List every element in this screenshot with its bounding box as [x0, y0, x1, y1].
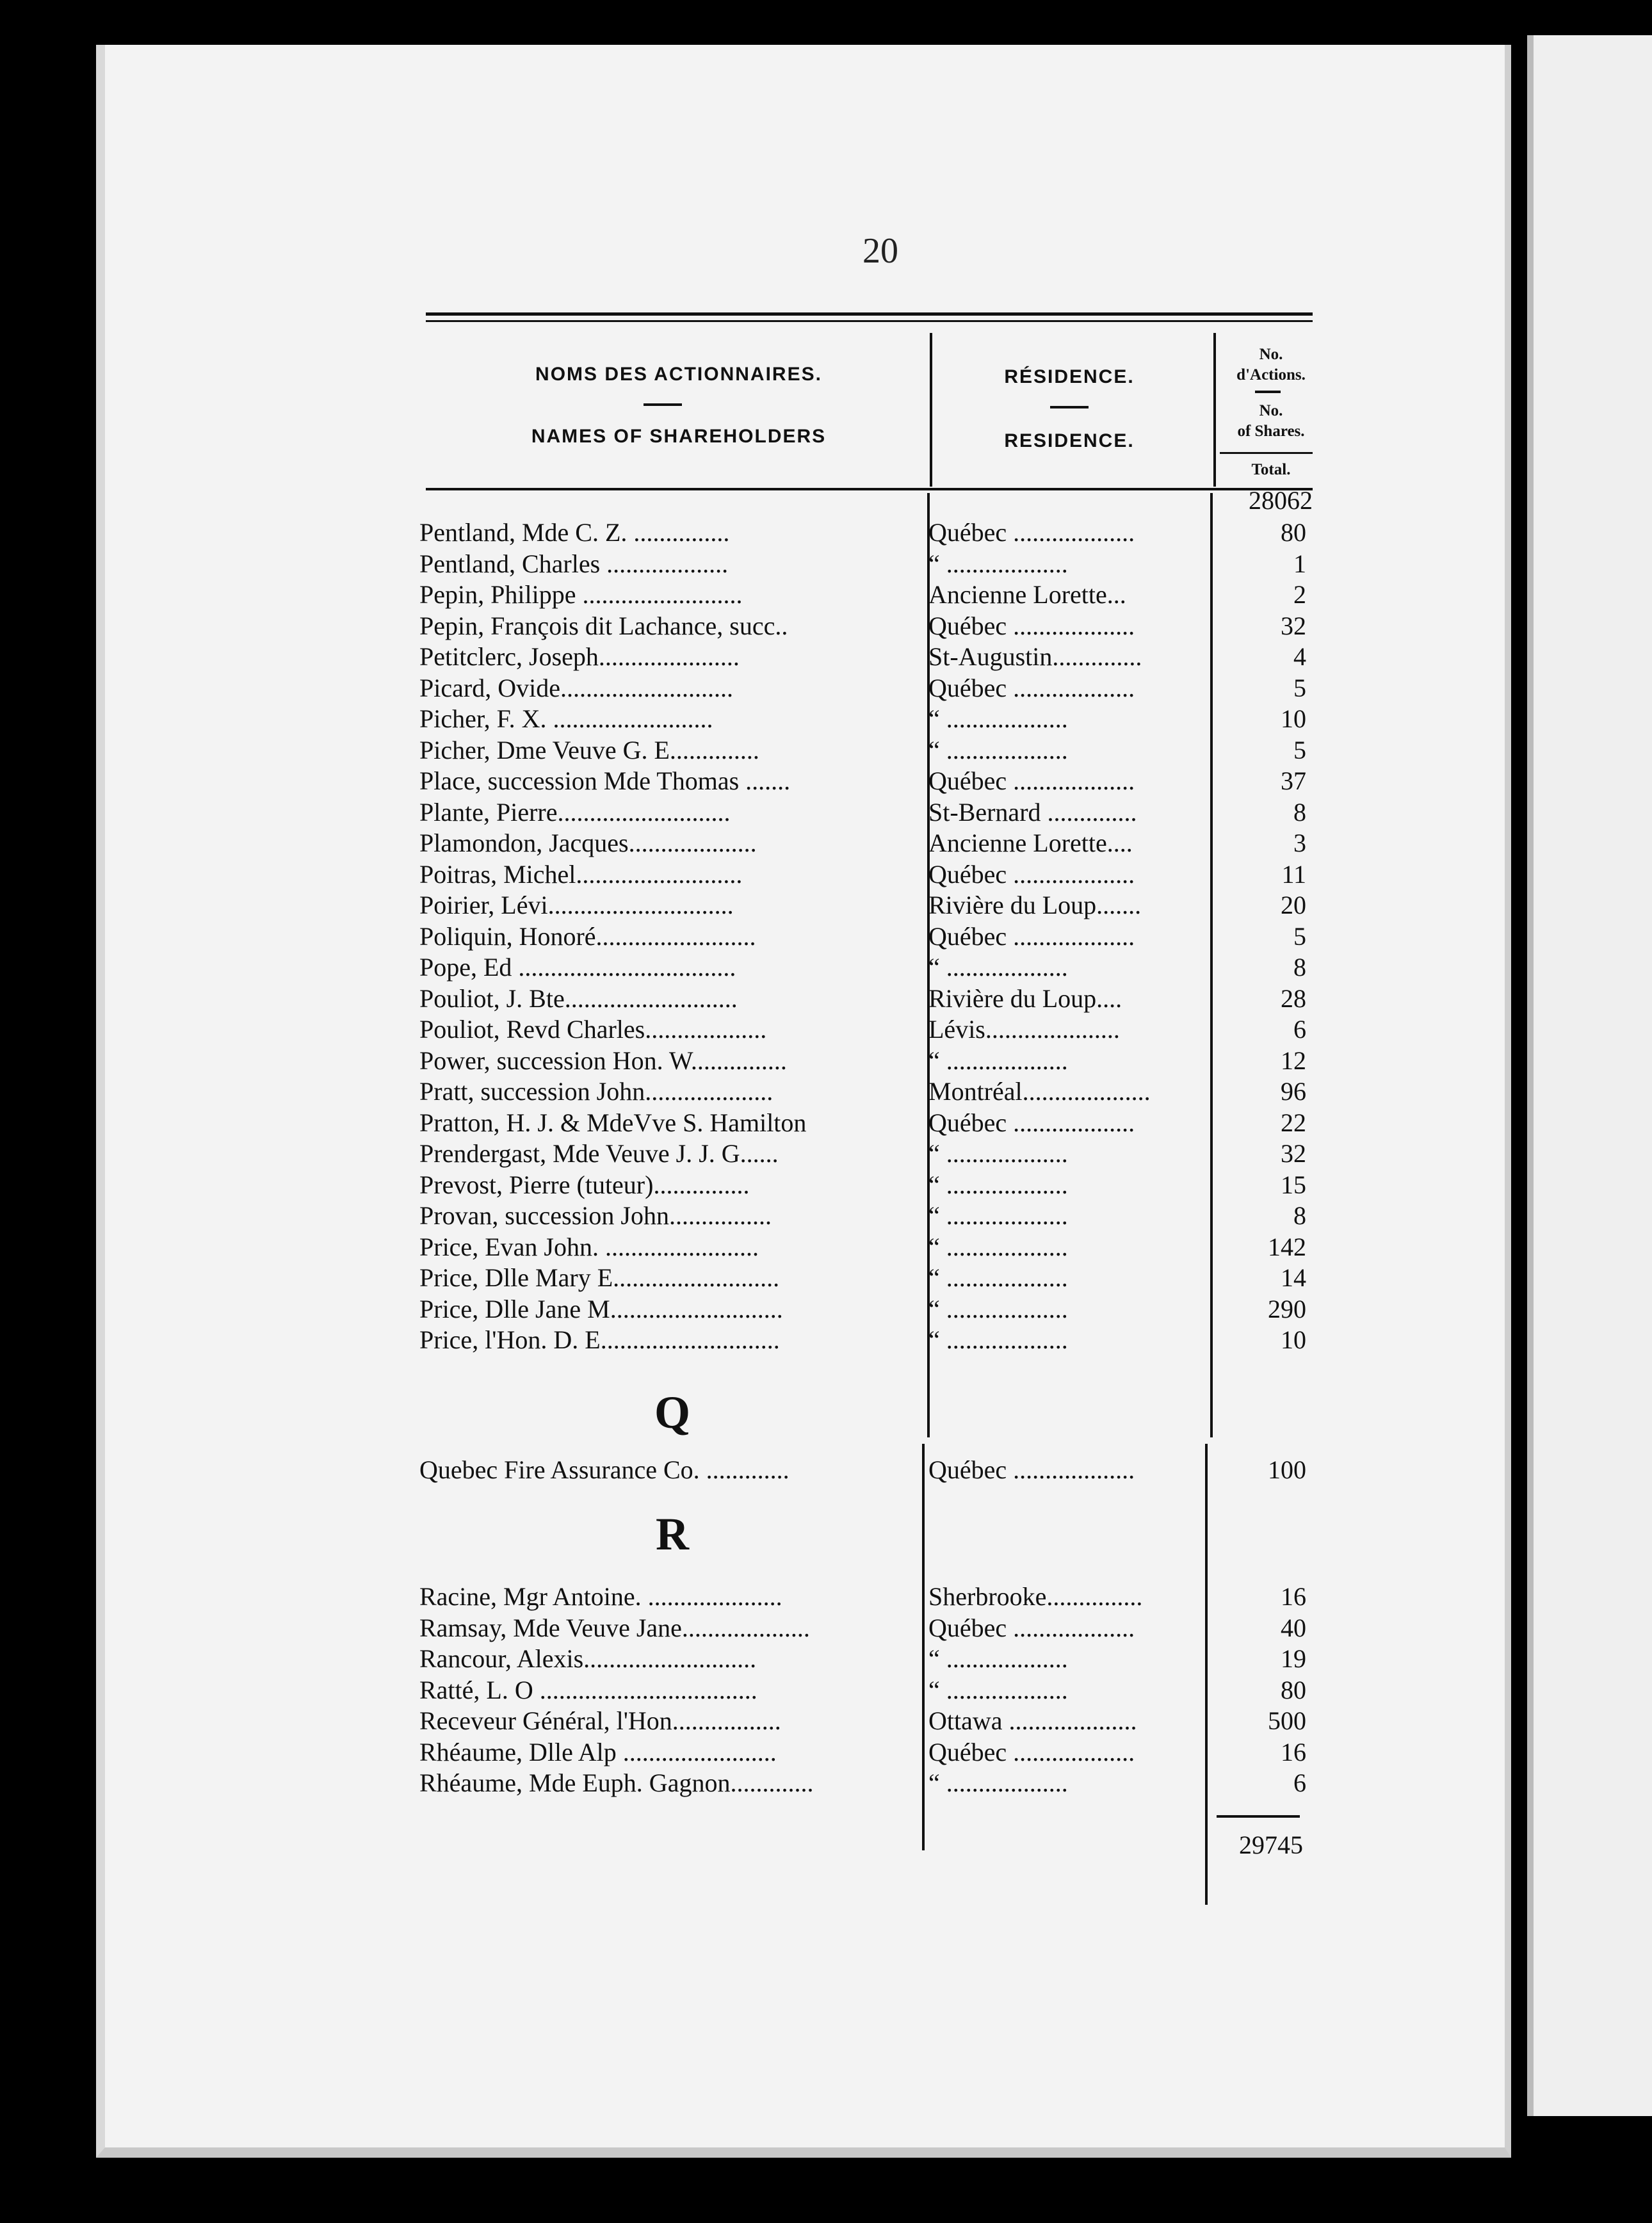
residence: Québec ................... [928, 1455, 1135, 1484]
share-count: 19 [1281, 1644, 1306, 1673]
table-row [0, 828, 1652, 859]
shareholder-name: Poliquin, Honoré......................... [419, 921, 756, 951]
table-row [0, 1232, 1652, 1263]
shareholder-name: Rancour, Alexis........................... [419, 1644, 757, 1673]
shareholder-name: Price, Dlle Mary E.......................... [419, 1263, 780, 1292]
share-count: 14 [1281, 1263, 1306, 1292]
share-count: 32 [1281, 1139, 1306, 1168]
table-row [0, 766, 1652, 796]
share-count: 8 [1293, 1201, 1306, 1230]
residence: Ancienne Lorette.... [928, 829, 1133, 857]
shareholder-name: Price, Dlle Jane M........................... [419, 1294, 783, 1323]
table-row [0, 517, 1652, 548]
table-row [0, 1046, 1652, 1076]
page-number: 20 [862, 231, 898, 271]
table-row [0, 1706, 1652, 1736]
shareholder-name: Rhéaume, Mde Euph. Gagnon............. [419, 1768, 814, 1797]
shareholder-name: Pratt, succession John.................... [419, 1077, 773, 1106]
table-row [0, 611, 1652, 642]
header-dash [1050, 406, 1089, 408]
share-count: 1 [1293, 549, 1306, 578]
residence: “ ................... [928, 1768, 1068, 1797]
share-count: 40 [1281, 1613, 1306, 1642]
shareholder-name: Poitras, Michel.......................... [419, 859, 743, 889]
table-row [0, 1675, 1652, 1706]
share-count: 142 [1268, 1232, 1306, 1261]
table-row [0, 1014, 1652, 1045]
share-count: 100 [1268, 1455, 1306, 1484]
header-names-en: NAMES OF SHAREHOLDERS [531, 426, 827, 447]
header-names-fr: NOMS DES ACTIONNAIRES. [535, 364, 822, 385]
table-row [0, 921, 1652, 952]
top-rule-thin [426, 320, 1313, 322]
shareholder-name: Price, Evan John. ........................ [419, 1232, 759, 1261]
residence: “ ................... [928, 1046, 1068, 1075]
residence: Rivière du Loup....... [928, 891, 1142, 919]
header-shares-fr-1: No. [1259, 346, 1283, 363]
table-row [0, 735, 1652, 766]
header-shares-fr-2: d'Actions. [1236, 366, 1306, 384]
header-total-rule [1220, 452, 1313, 454]
header-dash [644, 403, 682, 406]
shareholder-name: Rhéaume, Dlle Alp ........................ [419, 1737, 777, 1766]
residence: “ ................... [928, 1232, 1068, 1261]
share-count: 6 [1293, 1768, 1306, 1797]
residence: “ ................... [928, 1325, 1068, 1354]
table-row [0, 1263, 1652, 1293]
residence: Québec ................... [928, 1613, 1135, 1642]
shareholder-name: Ramsay, Mde Veuve Jane.................... [419, 1613, 810, 1642]
table-row [0, 673, 1652, 704]
table-row [0, 983, 1652, 1014]
header-shares-en-1: No. [1259, 402, 1283, 419]
residence: “ ................... [928, 953, 1068, 982]
shareholder-name: Place, succession Mde Thomas ....... [419, 766, 791, 795]
share-count: 4 [1293, 642, 1306, 671]
residence: “ ................... [928, 1294, 1068, 1323]
table-row [0, 1076, 1652, 1107]
share-count: 10 [1281, 704, 1306, 733]
table-row [0, 859, 1652, 890]
header-bottom-rule [426, 488, 1313, 490]
shareholder-name: Receveur Général, l'Hon................. [419, 1706, 781, 1735]
section-letter-q: Q [654, 1387, 690, 1438]
residence: Rivière du Loup.... [928, 983, 1122, 1013]
table-row [0, 1325, 1652, 1355]
section-letter-r: R [656, 1508, 689, 1560]
share-count: 12 [1281, 1046, 1306, 1075]
table-row [0, 890, 1652, 921]
residence: Québec ................... [928, 611, 1135, 640]
table-row [0, 1768, 1652, 1799]
share-count: 290 [1268, 1294, 1306, 1323]
residence: “ ................... [928, 1644, 1068, 1673]
residence: “ ................... [928, 1139, 1068, 1168]
shareholder-name: Racine, Mgr Antoine. ..................... [419, 1582, 782, 1611]
shareholder-name: Poirier, Lévi............................. [419, 891, 734, 919]
residence: “ ................... [928, 1170, 1068, 1199]
share-count: 5 [1293, 921, 1306, 951]
residence: Ancienne Lorette... [928, 580, 1126, 609]
shareholder-name: Pratton, H. J. & MdeVve S. Hamilton [419, 1108, 807, 1137]
shareholder-name: Pepin, Philippe ......................... [419, 580, 743, 609]
header-divider-2 [1213, 333, 1216, 487]
table-row [0, 1581, 1652, 1612]
share-count: 6 [1293, 1015, 1306, 1044]
shareholder-name: Plamondon, Jacques.................... [419, 829, 757, 857]
header-divider-1 [930, 333, 932, 487]
header-residence-en: RESIDENCE. [1004, 430, 1135, 451]
table-row [0, 642, 1652, 672]
header-residence-fr: RÉSIDENCE. [1004, 366, 1135, 387]
share-count: 16 [1281, 1737, 1306, 1766]
table-row [0, 1294, 1652, 1325]
residence: Sherbrooke............... [928, 1582, 1143, 1611]
shareholder-name: Picard, Ovide........................... [419, 673, 733, 702]
residence: Québec ................... [928, 518, 1135, 547]
share-count: 5 [1293, 673, 1306, 702]
header-total: Total. [1251, 461, 1291, 478]
residence: Québec ................... [928, 859, 1135, 889]
shareholder-name: Pentland, Mde C. Z. ............... [419, 518, 730, 547]
share-count: 96 [1281, 1077, 1306, 1106]
shareholder-name: Plante, Pierre........................... [419, 797, 731, 827]
residence: Québec ................... [928, 1737, 1135, 1766]
share-count: 10 [1281, 1325, 1306, 1354]
share-count: 5 [1293, 735, 1306, 764]
shareholder-name: Power, succession Hon. W............... [419, 1046, 787, 1075]
residence: Québec ................... [928, 673, 1135, 702]
residence: “ ................... [928, 1263, 1068, 1292]
table-row [0, 797, 1652, 828]
header-shares-en-2: of Shares. [1237, 423, 1305, 440]
shareholder-name: Ratté, L. O .................................. [419, 1675, 757, 1704]
shareholder-name: Prevost, Pierre (tuteur)............... [419, 1170, 750, 1199]
table-row [0, 1737, 1652, 1768]
share-count: 8 [1293, 953, 1306, 982]
shareholder-name: Prendergast, Mde Veuve J. J. G...... [419, 1139, 779, 1168]
share-count: 28 [1281, 983, 1306, 1013]
residence: Montréal.................... [928, 1077, 1151, 1106]
residence: Québec ................... [928, 1108, 1135, 1137]
shareholder-name: Quebec Fire Assurance Co. ............. [419, 1455, 790, 1484]
share-count: 80 [1281, 518, 1306, 547]
share-count: 500 [1268, 1706, 1306, 1735]
table-row [0, 1138, 1652, 1169]
residence: St-Augustin.............. [928, 642, 1142, 671]
residence: Lévis..................... [928, 1015, 1120, 1044]
shareholder-name: Pentland, Charles ................... [419, 549, 729, 578]
shareholder-name: Pouliot, J. Bte........................... [419, 983, 738, 1013]
shareholder-name: Price, l'Hon. D. E............................ [419, 1325, 780, 1354]
residence: St-Bernard .............. [928, 797, 1137, 827]
top-rule [426, 312, 1313, 316]
shareholder-name: Picher, F. X. ......................... [419, 704, 713, 733]
shareholder-name: Provan, succession John................ [419, 1201, 772, 1230]
shareholder-name: Petitclerc, Joseph...................... [419, 642, 740, 671]
residence: “ ................... [928, 549, 1068, 578]
residence: Ottawa .................... [928, 1706, 1137, 1735]
carried-forward-total: 28062 [1249, 486, 1313, 515]
table-row [0, 1200, 1652, 1231]
residence: “ ................... [928, 704, 1068, 733]
residence: Québec ................... [928, 921, 1135, 951]
share-count: 3 [1293, 829, 1306, 857]
shareholder-name: Picher, Dme Veuve G. E.............. [419, 735, 759, 764]
residence: “ ................... [928, 735, 1068, 764]
table-row [0, 1613, 1652, 1644]
total-rule [1217, 1815, 1300, 1818]
shareholder-name: Pouliot, Revd Charles................... [419, 1015, 767, 1044]
share-count: 11 [1281, 859, 1306, 889]
residence: “ ................... [928, 1201, 1068, 1230]
table-row [0, 1170, 1652, 1200]
share-count: 80 [1281, 1675, 1306, 1704]
share-count: 22 [1281, 1108, 1306, 1137]
header-dash [1255, 391, 1281, 393]
residence: Québec ................... [928, 766, 1135, 795]
share-count: 37 [1281, 766, 1306, 795]
residence: “ ................... [928, 1675, 1068, 1704]
shareholder-name: Pepin, François dit Lachance, succ.. [419, 611, 788, 640]
grand-total: 29745 [1239, 1831, 1303, 1859]
shareholder-name: Pope, Ed .................................. [419, 953, 736, 982]
table-row [0, 1644, 1652, 1674]
table-row [0, 704, 1652, 734]
share-count: 20 [1281, 891, 1306, 919]
table-row [0, 1455, 1652, 1485]
table-row [0, 1108, 1652, 1138]
share-count: 32 [1281, 611, 1306, 640]
table-row [0, 579, 1652, 610]
share-count: 15 [1281, 1170, 1306, 1199]
share-count: 8 [1293, 797, 1306, 827]
table-row [0, 952, 1652, 983]
share-count: 2 [1293, 580, 1306, 609]
table-row [0, 549, 1652, 579]
share-count: 16 [1281, 1582, 1306, 1611]
